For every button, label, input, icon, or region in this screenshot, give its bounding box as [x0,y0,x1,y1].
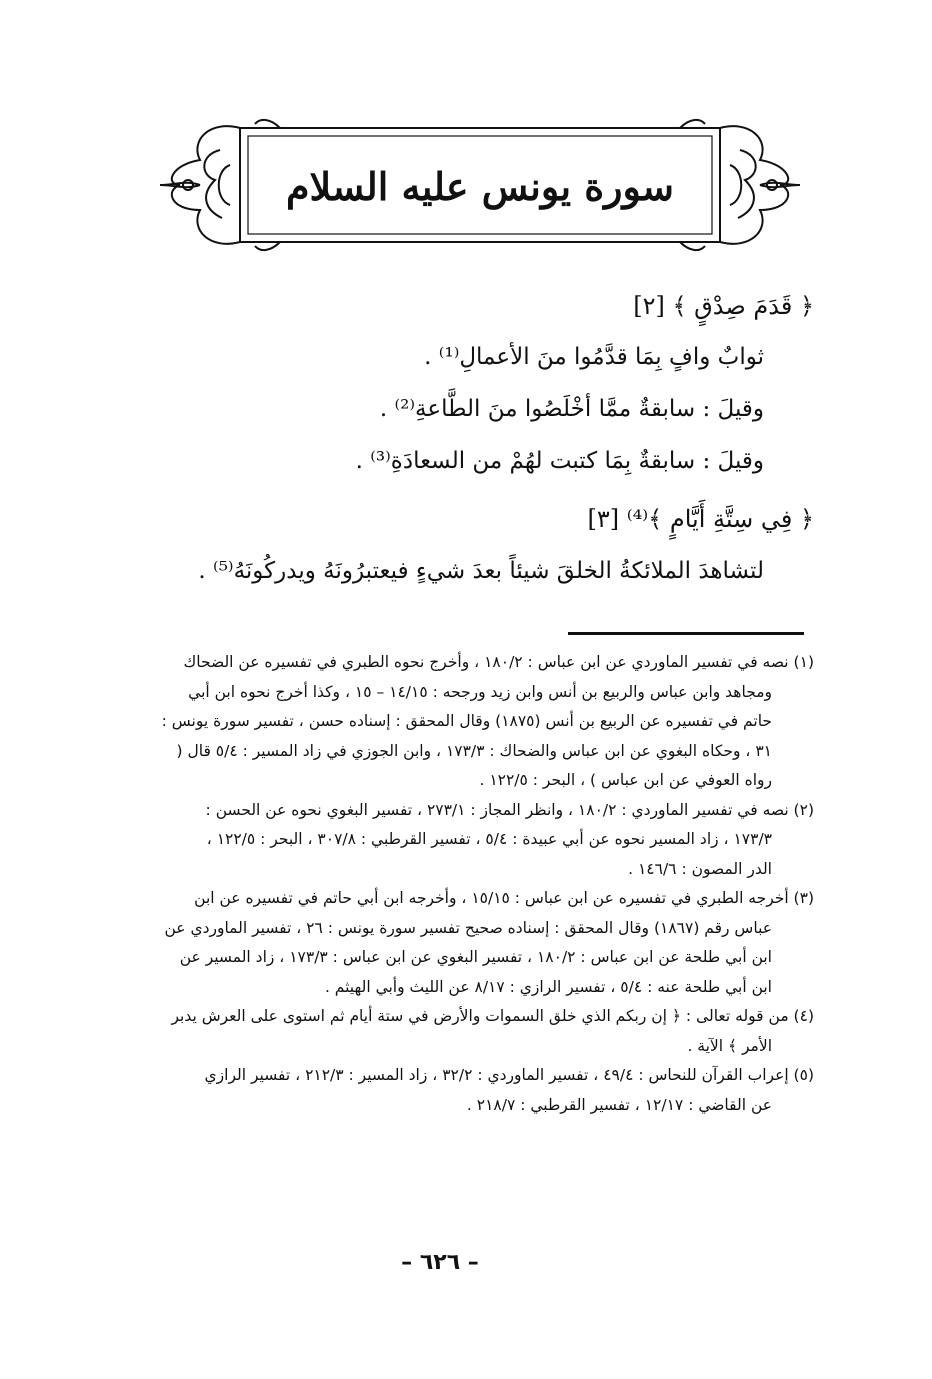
verse-heading-1: ﴿ قَدَمَ صِدْقٍ ﴾ [٢] [633,292,814,320]
footnote-line: ١٧٣/٣ ، زاد المسير نحوه عن أبي عبيدة : ٥/٤ ، تفسير القرطبي : ٣٠٧/٨ ، البحر : ١٢٢/٥ ، [206,830,772,848]
footnote-line: ومجاهد وابن عباس والربيع بن أنس وابن زيد ورجحه : ١٤/١٥ – ١٥ ، وكذا أخرج نحوه ابن أبي [188,682,772,701]
footnote-divider [568,632,804,635]
footnote-1 [114,648,814,796]
footnote-line: (٣) أخرجه الطبري في تفسيره عن ابن عباس : ١٥/١٥ ، وأخرجه ابن أبي حاتم في تفسيره عن ابن [194,889,814,907]
gloss-line: وقيلَ : سابقةٌ بِمَا كتبت لهُمْ من السعادَةِ⁽³⁾ . [355,448,764,474]
footnote-line: ٣١ ، وحكاه البغوي عن ابن عباس والضحاك : ١٧٣/٣ ، وابن الجوزي في زاد المسير : ٥/٤ قال ( [176,741,772,760]
footnote-5 [114,1061,814,1120]
title-frame [160,110,800,260]
footnote-line: (٤) من قوله تعالى : ﴿ إن ربكم الذي خلق السموات والأرض في ستة أيام ثم استوى على العرش يدبر [171,1007,814,1025]
footnote-line: (٢) نصه في تفسير الماوردي : ١٨٠/٢ ، وانظر المجاز : ٢٧٣/١ ، تفسير البغوي نحوه عن الحسن : [205,800,814,819]
footnote-3 [114,884,814,1002]
gloss-line: وقيلَ : سابقةٌ ممَّا أخْلَصُوا منَ الطَّاعةِ⁽²⁾ . [379,396,764,422]
footnote-line: (١) نصه في تفسير الماوردي عن ابن عباس : ١٨٠/٢ ، وأخرج نحوه الطبري في تفسيره عن الضحاك [183,653,814,671]
footnote-line: ابن أبي طلحة عن ابن عباس : ١٨٠/٢ ، تفسير البغوي عن ابن عباس : ١٧٣/٣ ، زاد المسير عن [179,948,772,966]
footnote-4 [114,1002,814,1061]
footnote-line: ابن أبي طلحة عنه : ٥/٤ ، تفسير الرازي : ٨/١٧ عن الليث وأبي الهيثم . [324,977,772,996]
footnote-line: حاتم في تفسيره عن الربيع بن أنس (١٨٧٥) وقال المحقق : إسناده حسن ، تفسير سورة يونس : [161,712,772,730]
footnote-line: الأمر ﴾ الآية . [687,1036,772,1055]
gloss-line: لتشاهدَ الملائكةُ الخلقَ شيئاً بعدَ شيءٍ فيعتبرُونَهُ ويدركُونَهُ⁽⁵⁾ . [198,558,764,584]
footnote-line: عن القاضي : ١٢/١٧ ، تفسير القرطبي : ٢١٨/٧ . [466,1095,772,1114]
page-number: – ٦٢٦ – [401,1250,479,1275]
page-title: سورة يونس عليه السلام [286,163,674,209]
footnotes [114,648,814,1120]
footnote-line: رواه العوفي عن ابن عباس ) ، البحر : ١٢٢/٥ . [479,771,772,789]
footnote-2 [114,796,814,885]
footnote-line: (٥) إعراب القرآن للنحاس : ٤٩/٤ ، تفسير الماوردي : ٣٢/٢ ، زاد المسير : ٢١٢/٣ ، تفسير الرازي [204,1066,814,1084]
verse-heading-2: ﴿ فِي سِتَّةِ أَيَّامٍ ﴾⁽⁴⁾ [٣] [587,505,814,533]
gloss-line: ثوابٌ وافٍ بِمَا قدَّمُوا منَ الأعمالِ⁽¹⁾ . [424,344,764,370]
footnote-line: عباس رقم (١٨٦٧) وقال المحقق : إسناده صحيح تفسير سورة يونس : ٢٦ ، تفسير الماوردي عن [164,918,772,937]
footnote-line: الدر المصون : ١٤٦/٦ . [628,859,772,878]
